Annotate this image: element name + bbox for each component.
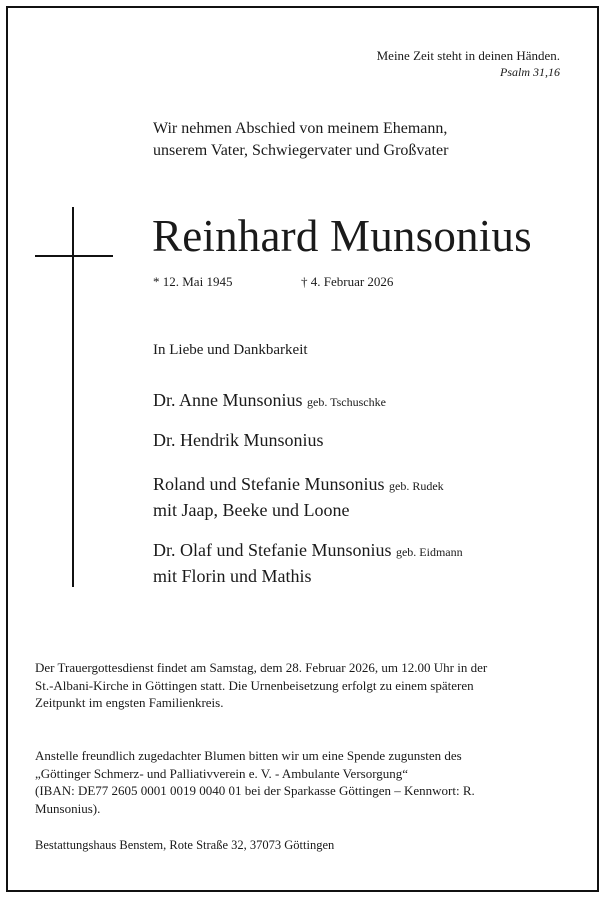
mourner-nee: geb. Rudek xyxy=(389,479,444,493)
donation-line-4: Munsonius). xyxy=(35,800,101,816)
mourner-nee: geb. Tschuschke xyxy=(307,395,386,409)
mourner-name: Dr. Anne Munsonius xyxy=(153,390,303,410)
death-date: † 4. Februar 2026 xyxy=(301,274,394,289)
donation-info xyxy=(35,747,570,817)
mourner-entry xyxy=(153,428,324,452)
service-line-3: Zeitpunkt im engsten Familienkreis. xyxy=(35,695,224,710)
quote-reference: Psalm 31,16 xyxy=(500,65,560,79)
mourner-entry xyxy=(153,538,463,588)
mourner-name: Dr. Olaf und Stefanie Munsonius xyxy=(153,540,392,560)
birth-date: * 12. Mai 1945 xyxy=(153,274,233,289)
mourner-nee: geb. Eidmann xyxy=(395,545,463,559)
mourner-name: Roland und Stefanie Munsonius xyxy=(153,474,385,494)
bible-quote xyxy=(377,48,560,80)
donation-line-3: (IBAN: DE77 2605 0001 0019 0040 01 bei der Sparkasse Göttingen – Kennwort: R. xyxy=(35,783,475,798)
service-info xyxy=(35,659,570,712)
donation-line-1: Anstelle freundlich zugedachter Blumen bitten wir um eine Spende zugunsten des xyxy=(35,748,462,763)
mourner-entry xyxy=(153,472,444,522)
thanks-line: In Liebe und Dankbarkeit xyxy=(153,342,308,358)
service-line-2: St.-Albani-Kirche in Göttingen statt. Die Urnenbeisetzung erfolgt zu einem späteren xyxy=(35,677,474,693)
mourner-children: mit Jaap, Beeke und Loone xyxy=(153,500,350,520)
intro-text xyxy=(153,118,448,162)
life-dates xyxy=(153,274,394,290)
mourner-name: Dr. Hendrik Munsonius xyxy=(153,430,324,450)
cross-icon xyxy=(72,207,74,587)
funeral-home: Bestattungshaus Benstem, Rote Straße 32, 37073 Göttingen xyxy=(35,838,335,852)
service-line-1: Der Trauergottesdienst findet am Samstag, dem 28. Februar 2026, um 12.00 Uhr in der xyxy=(35,660,488,675)
deceased-name: Reinhard Munsonius xyxy=(152,211,532,261)
intro-line-2: unserem Vater, Schwiegervater und Großvater xyxy=(153,142,449,159)
donation-line-2: „Göttinger Schmerz- und Palliativverein e. V. - Ambulante Versorgung“ xyxy=(35,765,409,781)
mourner-entry xyxy=(153,388,386,414)
cross-icon-bar xyxy=(35,255,113,257)
mourner-children: mit Florin und Mathis xyxy=(153,566,312,586)
intro-line-1: Wir nehmen Abschied von meinem Ehemann, xyxy=(153,120,448,137)
quote-text: Meine Zeit steht in deinen Händen. xyxy=(376,48,560,63)
